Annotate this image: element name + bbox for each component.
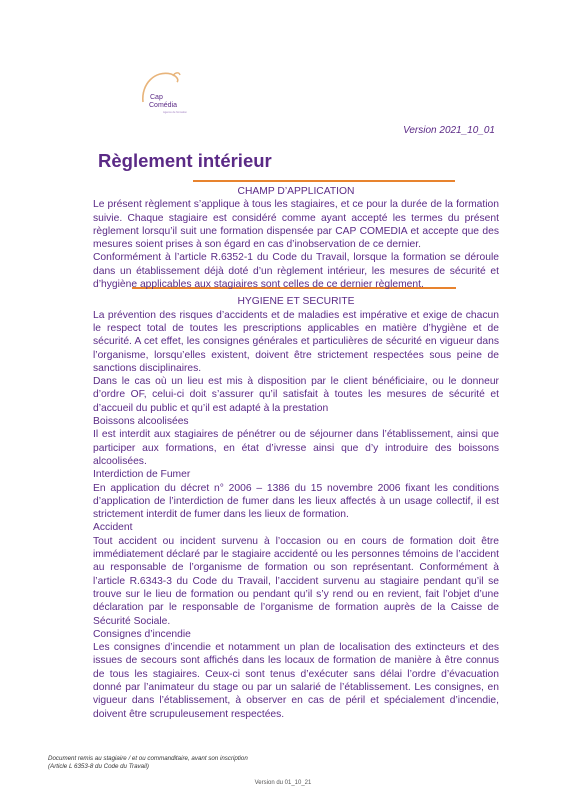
title-divider [193,180,455,182]
footer-version: Version du 01_10_21 [254,780,312,786]
cap-comedia-logo [133,62,193,120]
section-heading-hygiene: HYGIENE ET SECURITE [237,296,355,308]
rules-body [93,185,499,721]
hygiene-paragraph-1: La prévention des risques d’accidents et de maladies est impérative et exige de chacun le respect total de toutes les prescriptions applicables en matière d’hygiène et de sécurité. A cet effet, les consignes générales et particulières de sécurité en vigueur dans l’organisme, lorsqu’elles existent, doivent être strictement respectées sous peine de sanctions disciplinaires. [93,309,499,374]
footer-line-2: (Article L 6353-8 du Code du Travail) [48,763,149,770]
accident-title: Accident [93,522,133,534]
accident-text: Tout accident ou incident survenu à l’occasion ou en cours de formation doit être immédiatement déclaré par le stagiaire accidenté ou les personnes témoins de l’accident au responsable de l’organisme de formation ou son représentant. Conformément à l’article R.6343-3 du Code du Travail, l’accident survenu au stagiaire pendant qu’il se trouve sur le lieu de formation ou pendant qu’il s’y rend ou en revient, fait l’objet d’une déclaration par le responsable de l’organisme de formation auprès de la Caisse de Sécurité Sociale. [93,535,499,627]
logo-line1: Cap [150,94,163,101]
footer-line-1: Document remis au stagiaire / et ou commanditaire, avant son inscription [48,755,248,762]
document-version: Version 2021_10_01 [403,125,495,136]
hygiene-paragraph-2: Dans le cas où un lieu est mis à disposition par le client bénéficiaire, ou le donneur d’ordre OF, celui-ci doit s’assurer qu’il satisfait à toutes les mesures de sécurité et d’accueil du public et qu’il est adapté à la prestation [93,376,499,414]
champ-paragraph-1: Le présent règlement s’applique à tous les stagiaires, et ce pour la durée de la formation suivie. Chaque stagiaire est considéré comme ayant accepté les termes du présent règlement lorsqu’il suit une formation dispensée par CAP COMEDIA et accepte que des mesures soient prises à son égard en cas d’inobservation de ce dernier. [93,199,499,251]
logo-tagline: Agence de formation [163,111,187,114]
fumer-text: En application du décret n° 2006 – 1386 du 15 novembre 2006 fixant les conditions d’application de l’interdiction de fumer dans les lieux affectés à un usage collectif, il est strictement interdit de fumer dans les lieux de formation. [93,482,499,521]
logo-line2: Comédia [149,102,178,109]
boissons-text: Il est interdit aux stagiaires de pénétrer ou de séjourner dans l’établissement, ainsi que participer aux formations, en état d’ivresse ainsi que d’y introduire des boissons alcoolisées. [93,429,499,467]
fumer-title: Interdiction de Fumer [93,469,191,481]
boissons-title: Boissons alcoolisées [93,416,189,428]
incendie-title: Consignes d’incendie [93,628,191,640]
section-heading-champ: CHAMP D’APPLICATION [237,186,355,197]
page-title: Règlement intérieur [98,150,272,171]
footer-note [48,755,248,771]
champ-paragraph-2: Conformément à l’article R.6352-1 du Code du Travail, lorsque la formation se déroule dans un établissement déjà doté d’un règlement intérieur, les mesures de sécurité et d’hygiène applicables aux stagiaires sont celles de ce dernier règlement. [93,252,499,291]
incendie-text: Les consignes d’incendie et notamment un plan de localisation des extincteurs et des issues de secours sont affichés dans les locaux de formation de manière à être connus de tous les stagiaires. Ceux-ci sont tenus d’exécuter sans délai l’ordre d’évacuation donné par l’animateur du stage ou par un salarié de l’établissement. Les consignes, en vigueur dans l’établissement, à observer en cas de péril et spécialement d’incendie, doivent être scrupuleusement respectées. [93,642,499,720]
